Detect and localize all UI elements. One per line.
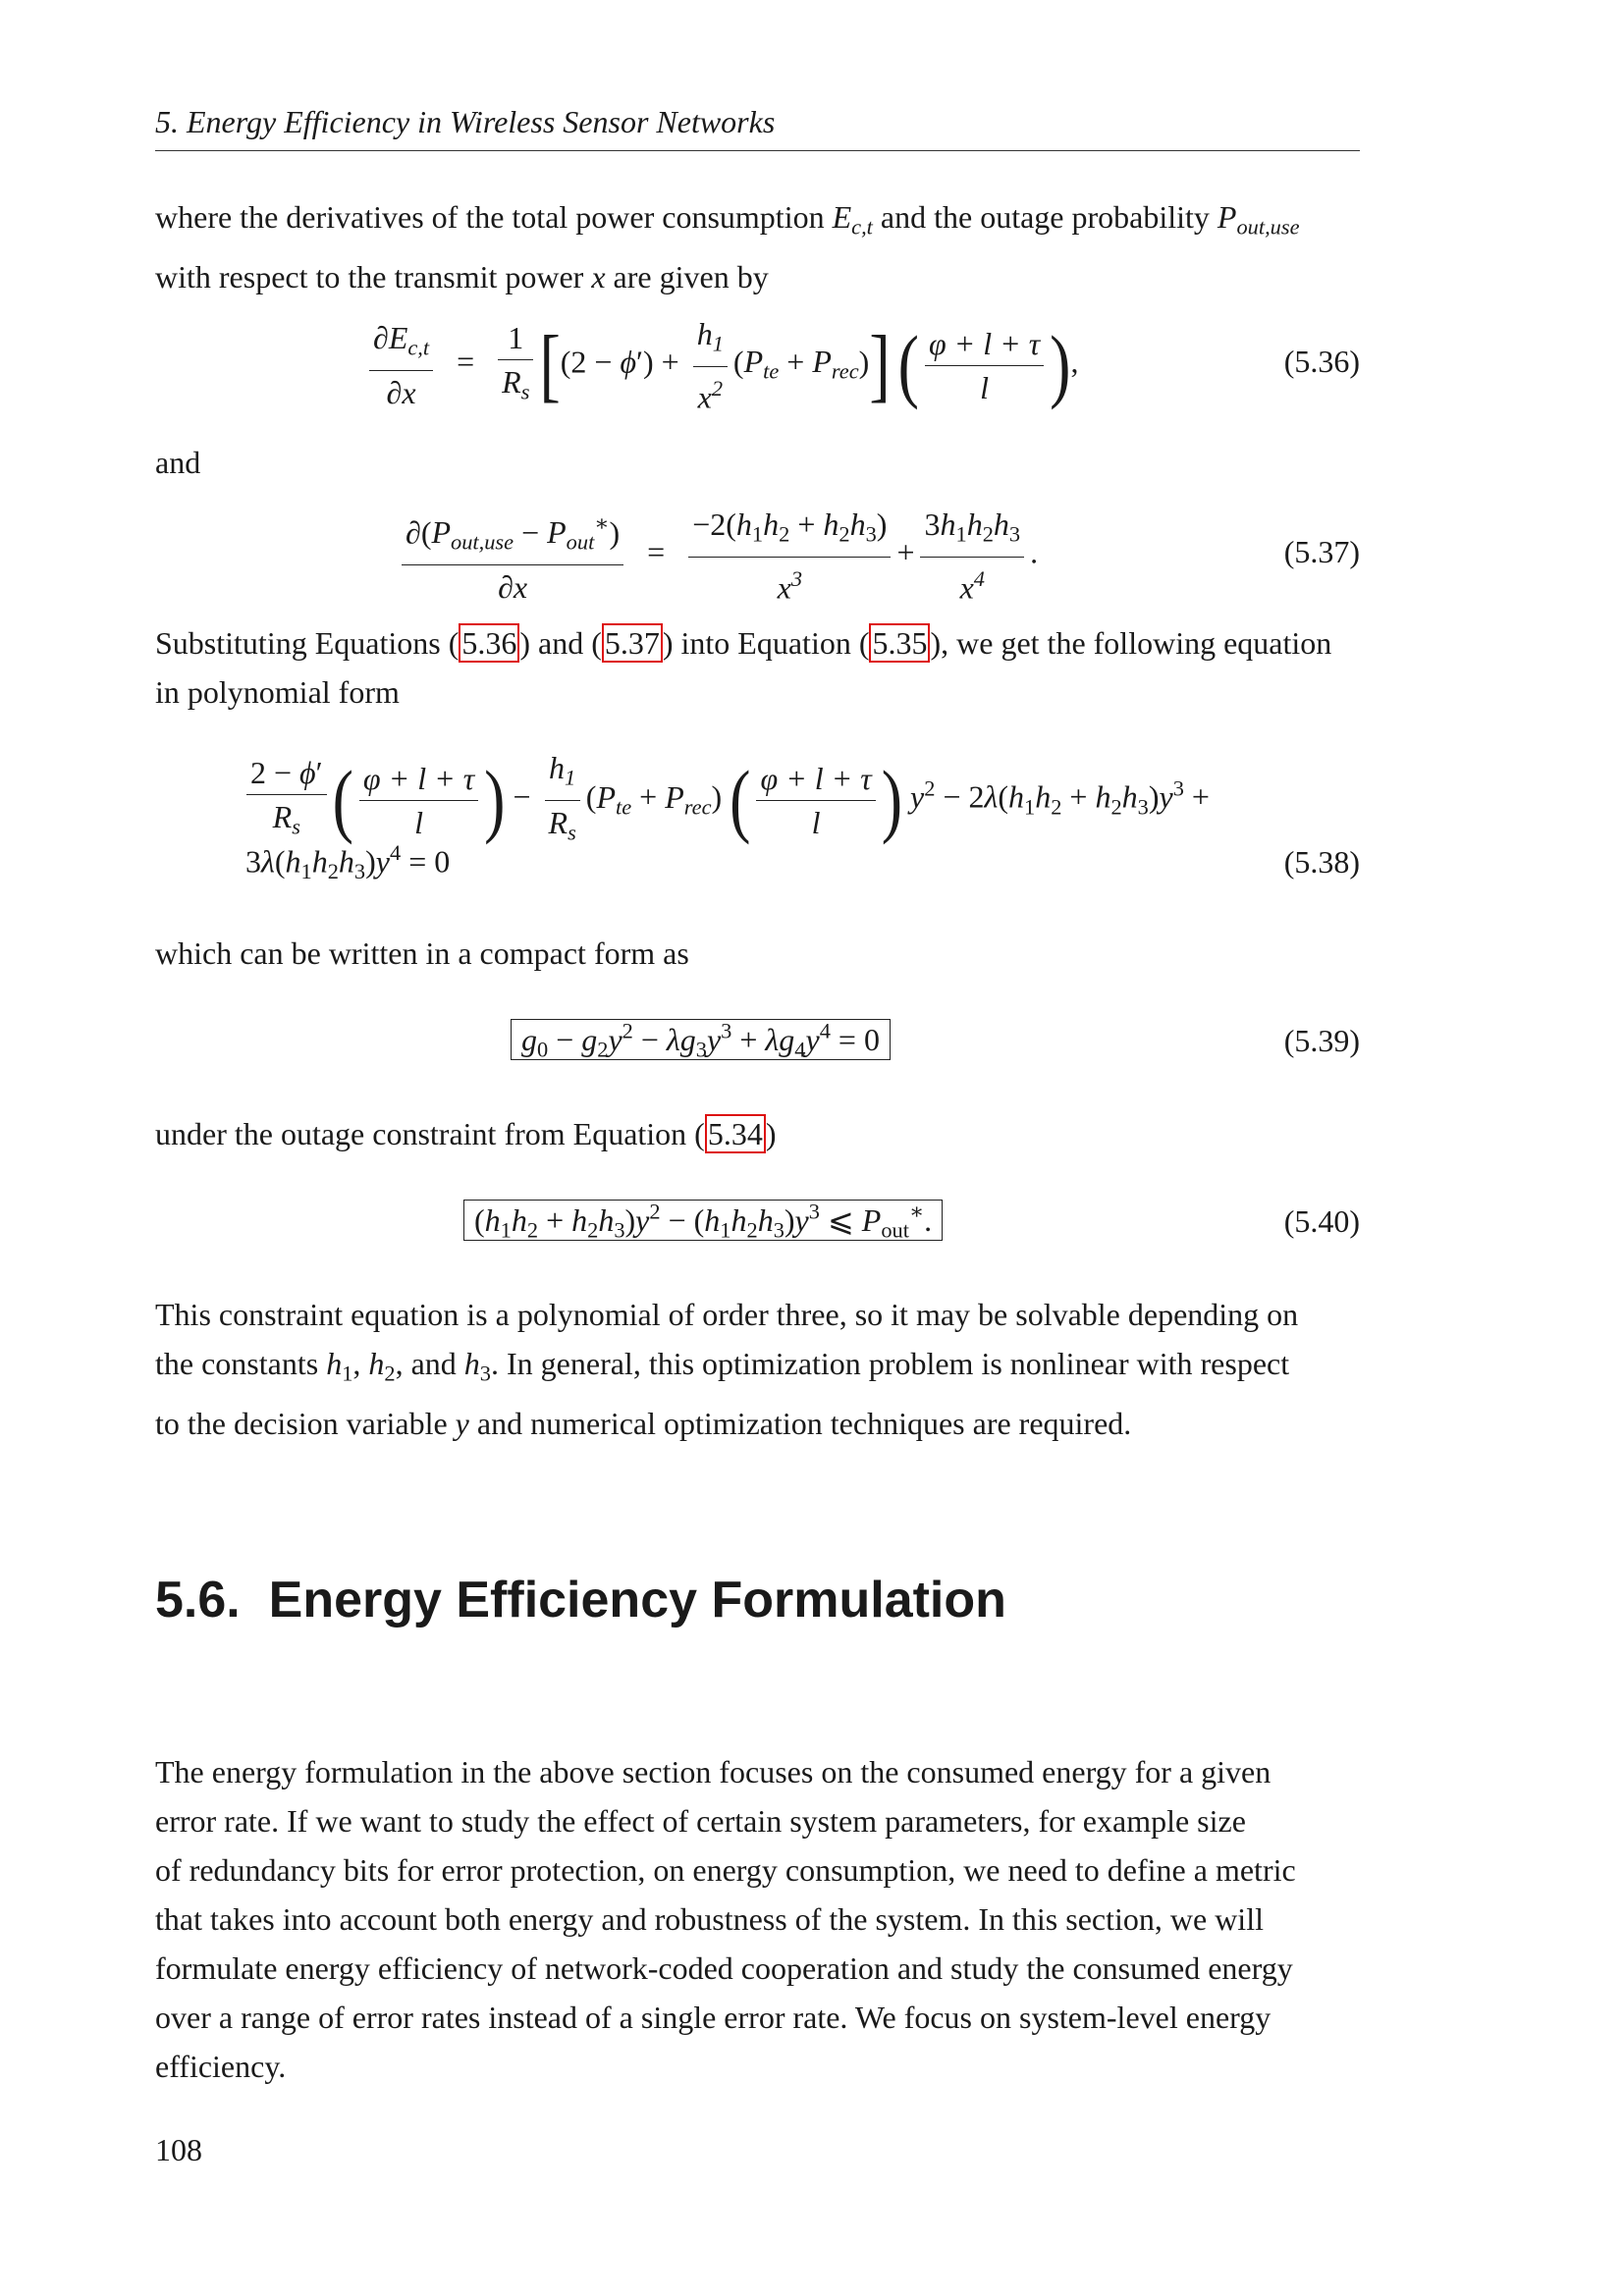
intro-paragraph [155, 192, 1360, 301]
page-number: 108 [155, 2132, 202, 2167]
paragraph-line: that takes into account both energy and robustness of the system. In this section, we will [155, 1901, 1264, 1937]
paragraph-line: The energy formulation in the above section focuses on the consumed energy for a given [155, 1754, 1271, 1789]
equation-number-5-38: (5.38) [1283, 844, 1360, 880]
equation-link-5-35[interactable]: 5.35 [869, 623, 930, 663]
paragraph-line: error rate. If we want to study the effect of certain system parameters, for example size [155, 1803, 1246, 1839]
energy-formulation-paragraph [155, 1747, 1360, 2091]
equation-link-5-37[interactable]: 5.37 [602, 623, 663, 663]
and-text: and [155, 445, 201, 480]
running-header [155, 103, 1360, 151]
compact-form-text: which can be written in a compact form as [155, 935, 689, 971]
paragraph-line: formulate energy efficiency of network-coded cooperation and study the consumed energy [155, 1950, 1293, 1986]
substitution-line-1: Substituting Equations (5.36) and (5.37) into Equation (5.35), we get the following equation [155, 625, 1332, 661]
paragraph-line: efficiency. [155, 2049, 287, 2084]
substitution-paragraph [155, 618, 1360, 717]
equation-number-5-36: (5.36) [1283, 344, 1360, 379]
paragraph-line: of redundancy bits for error protection, on energy consumption, we need to define a metric [155, 1852, 1296, 1888]
intro-line-2: with respect to the transmit power x are given by [155, 258, 769, 294]
paragraph-line: This constraint equation is a polynomial of order three, so it may be solvable depending on [155, 1297, 1299, 1332]
paragraph-line: over a range of error rates instead of a single error rate. We focus on system-level energy [155, 2000, 1271, 2035]
equation-5-37: $\frac{\partial(P_{out,use} - P_{out}^∗)}{\partial x}$ = $\frac{-2(h_1h_2 + h_2h_3)}{x^3}$ + $\frac{3h_1h_2h_3}{x^4}$ . [396, 503, 1038, 609]
equation-5-36: $\frac{\partial E_{c,t}}{\partial x}$ = $\frac{1}{R_s}$ [(2 − ϕ′) + $\frac{h_1}{x^2}$ $(P_{te} + P_{rec})$] ( $\frac{\varphi + l + \tau}{l}$ ), [363, 312, 1078, 418]
running-title: 5. Energy Efficiency in Wireless Sensor Networks [155, 104, 776, 139]
equation-link-5-36[interactable]: 5.36 [459, 623, 519, 663]
equation-link-5-34[interactable]: 5.34 [705, 1114, 766, 1153]
section-title: Energy Efficiency Formulation [268, 1572, 1006, 1629]
paragraph-line: to the decision variable y and numerical optimization techniques are required. [155, 1405, 1132, 1441]
equation-5-38-line-1: $\frac{2 - \phi'}{R_s}$ ( $\frac{\varphi + l + \tau}{l}$ ) − $\frac{h_1}{R_s}$ $(P_{te} + P_{rec})$ ( $\frac{\varphi + l + \tau}{l}$ ) $y^2 - 2\lambda(h_1h_2 + h_2h_3)y^3$ + [241, 746, 1210, 854]
equation-5-40: $(h_1h_2 + h_2h_3)y^2 - (h_1h_2h_3)y^3$ ⩽ $P_{out}^∗$. [463, 1200, 943, 1244]
section-heading [155, 1571, 1006, 1629]
equation-5-38-line-2: $3\lambda(h_1h_2h_3)y^4 = 0$ [245, 840, 451, 884]
equation-number-5-39: (5.39) [1283, 1023, 1360, 1058]
substitution-line-2: in polynomial form [155, 674, 400, 710]
constraint-text: under the outage constraint from Equation (5.34) [155, 1116, 777, 1151]
paragraph-line: the constants $h_1$, $h_2$, and $h_3$. In general, this optimization problem is nonlinear with respect [155, 1346, 1290, 1386]
equation-number-5-37: (5.37) [1283, 534, 1360, 569]
intro-line-1: where the derivatives of the total power consumption $E_{c,t}$ and the outage probability $P_{out,use}$ [155, 199, 1300, 240]
section-number: 5.6. [155, 1572, 241, 1629]
equation-number-5-40: (5.40) [1283, 1203, 1360, 1239]
equation-5-39: $g_0 - g_2y^2 - \lambda g_3y^3 + \lambda g_4y^4 = 0$ [511, 1019, 891, 1063]
constraint-discussion-paragraph [155, 1290, 1360, 1448]
